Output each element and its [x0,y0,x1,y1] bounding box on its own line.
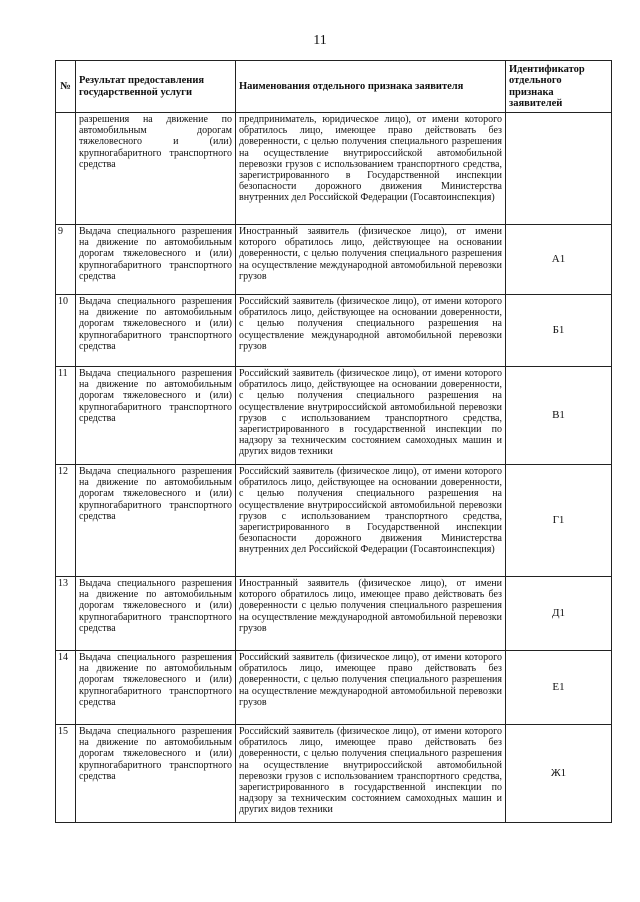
row-sign: Иностранный заявитель (физическое лицо), от имени которого обратилось лицо, имеющее право действовать без доверенности с целью получения специального разрешения на осуществление международной автомобильной перевозки грузов [236,577,506,651]
row-identifier: Г1 [506,465,612,577]
header-sign: Наименования отдельного признака заявителя [236,61,506,113]
row-identifier: А1 [506,225,612,295]
row-number: 13 [56,577,76,651]
page-number: 11 [313,33,327,48]
row-sign: Российский заявитель (физическое лицо), от имени которого обратилось лицо, действующее на основании доверенности, с целью получения специального разрешения на осуществление внутрироссийской автомобильной перевозки грузов с использованием транспортного средства, зарегистрированного в Государственной инспекции безопасности дорожного движения Министерства внутренних дел Российской Федерации (Госавтоинспекция) [236,465,506,577]
header-number: № [56,61,76,113]
row-sign: Российский заявитель (физическое лицо), от имени которого обратилось лицо, имеющее право действовать без доверенности, с целью получения специального разрешения на осуществление международной автомобильной перевозки грузов [236,651,506,725]
table-row [56,577,612,651]
row-identifier: Д1 [506,577,612,651]
row-sign: предприниматель, юридическое лицо), от имени которого обратилось лицо, имеющее право действовать без доверенности, с целью получения специального разрешения на осуществление внутрироссийской автомобильной перевозки грузов с использованием транспортного средства, зарегистрированного в Государственной инспекции безопасности дорожного движения Министерства внутренних дел Российской Федерации (Госавтоинспекция) [236,113,506,225]
row-number: 14 [56,651,76,725]
table-row [56,295,612,367]
row-sign: Российский заявитель (физическое лицо), от имени которого обратилось лицо, имеющее право действовать без доверенности, с целью получения специального разрешения на осуществление внутрироссийской автомобильной перевозки грузов с использованием транспортного средства, зарегистрированного в государственной инспекции по надзору за техническим состоянием самоходных машин и других видов техники [236,725,506,823]
row-number: 11 [56,367,76,465]
row-number: 9 [56,225,76,295]
header-identifier: Идентификатор отдельного признака заявителей [506,61,612,113]
row-result: Выдача специального разрешения на движение по автомобильным дорогам тяжеловесного и (или) крупногабаритного транспортного средства [76,577,236,651]
row-number [56,113,76,225]
table-header-row [56,61,612,113]
row-identifier [506,113,612,225]
table-row [56,651,612,725]
row-identifier: Б1 [506,295,612,367]
row-number: 10 [56,295,76,367]
applicant-signs-table [55,60,612,823]
row-number: 12 [56,465,76,577]
row-identifier: Е1 [506,651,612,725]
row-result: Выдача специального разрешения на движение по автомобильным дорогам тяжеловесного и (или) крупногабаритного транспортного средства [76,651,236,725]
table-row [56,367,612,465]
row-number: 15 [56,725,76,823]
table-row [56,113,612,225]
row-sign: Российский заявитель (физическое лицо), от имени которого обратилось лицо, действующее на основании доверенности, с целью получения специального разрешения на осуществление внутрироссийской автомобильной перевозки грузов с использованием транспортного средства, зарегистрированного в государственной инспекции по надзору за техническим состоянием самоходных машин и других видов техники [236,367,506,465]
header-result: Результат предоставления государственной услуги [76,61,236,113]
table-row [56,225,612,295]
table-row [56,465,612,577]
row-sign: Российский заявитель (физическое лицо), от имени которого обратилось лицо, действующее на основании доверенности, с целью получения специального разрешения на осуществление международной автомобильной перевозки грузов [236,295,506,367]
row-result: Выдача специального разрешения на движение по автомобильным дорогам тяжеловесного и (или) крупногабаритного транспортного средства [76,295,236,367]
row-result: Выдача специального разрешения на движение по автомобильным дорогам тяжеловесного и (или) крупногабаритного транспортного средства [76,465,236,577]
row-identifier: В1 [506,367,612,465]
row-sign: Иностранный заявитель (физическое лицо), от имени которого обратилось лицо, действующее на основании доверенности, с целью получения специального разрешения на осуществление международной автомобильной перевозки грузов [236,225,506,295]
row-result: разрешения на движение по автомобильным дорогам тяжеловесного и (или) крупногабаритного транспортного средства [76,113,236,225]
row-result: Выдача специального разрешения на движение по автомобильным дорогам тяжеловесного и (или) крупногабаритного транспортного средства [76,225,236,295]
table-row [56,725,612,823]
row-identifier: Ж1 [506,725,612,823]
row-result: Выдача специального разрешения на движение по автомобильным дорогам тяжеловесного и (или) крупногабаритного транспортного средства [76,725,236,823]
row-result: Выдача специального разрешения на движение по автомобильным дорогам тяжеловесного и (или) крупногабаритного транспортного средства [76,367,236,465]
